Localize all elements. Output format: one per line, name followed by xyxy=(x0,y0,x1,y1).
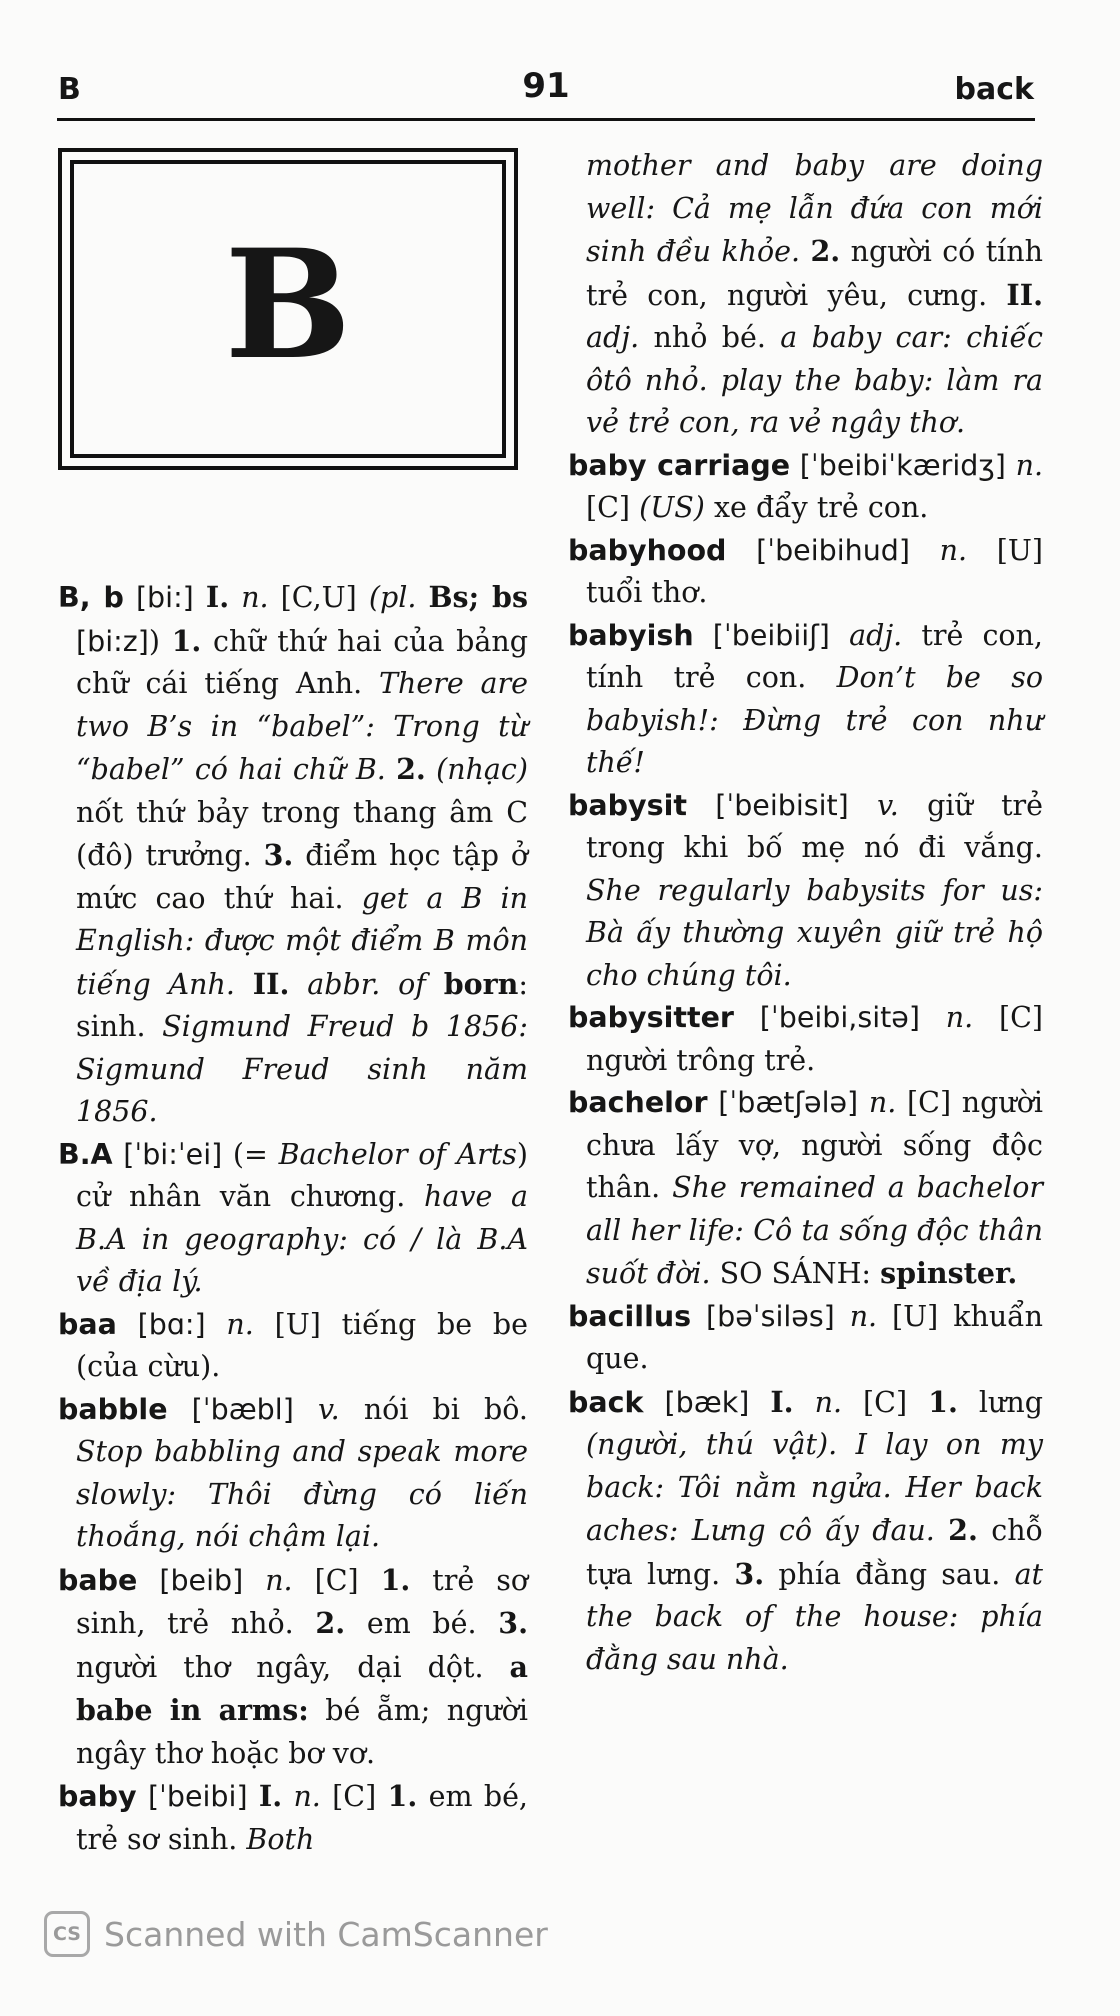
dictionary-entry xyxy=(568,445,1043,530)
dictionary-entry xyxy=(568,1296,1043,1381)
section-letter: B xyxy=(224,217,352,393)
entry-text xyxy=(416,581,428,614)
entry-text: v. xyxy=(877,788,899,822)
entry-text: [U] tuổi thơ. xyxy=(586,533,1043,609)
entry-text: [C] xyxy=(586,491,640,524)
entry-text: n. xyxy=(814,1385,843,1419)
entry-text: get a B in English: được một điểm B môn tiếng Anh. xyxy=(76,881,529,1001)
entry-text xyxy=(830,619,849,652)
entry-text: 1. xyxy=(928,1384,958,1419)
dictionary-entry xyxy=(58,1775,528,1861)
entry-text xyxy=(790,449,800,482)
entry-text xyxy=(794,1386,815,1419)
entry-text xyxy=(243,1564,265,1597)
entry-text: Bs; bs xyxy=(428,580,529,614)
entry-text: (pl. xyxy=(368,581,417,614)
entry-text: 1. xyxy=(380,1562,411,1597)
dictionary-entry xyxy=(568,530,1043,615)
entry-text: There are two B’s in “babel”: Trong từ “babel” có hai chữ B. xyxy=(76,667,529,786)
entry-text: lưng xyxy=(957,1385,1043,1419)
entry-text: a babe in arms: xyxy=(76,1649,528,1727)
entry-text: have a B.A in geography: có / là B.A về địa lý. xyxy=(76,1180,528,1298)
right-column xyxy=(568,145,1043,1681)
entry-text: 2. xyxy=(948,1513,978,1547)
entry-text: trẻ con, tính trẻ con. xyxy=(586,618,1043,694)
dictionary-entry xyxy=(58,1559,528,1776)
pronunciation: [ˈbætʃələ] xyxy=(718,1086,859,1119)
headword: babysitter xyxy=(568,1001,734,1034)
entry-text: 2. xyxy=(810,234,841,268)
dictionary-entry xyxy=(568,615,1043,785)
entry-text: born xyxy=(443,966,519,1001)
entry-text: Both xyxy=(246,1822,315,1856)
pronunciation: [bəˈsiləs] xyxy=(706,1299,835,1333)
headword: bachelor xyxy=(568,1086,708,1119)
entry-text: II. xyxy=(1006,277,1043,312)
dictionary-entry xyxy=(568,1381,1043,1682)
entry-text xyxy=(935,1514,948,1547)
guide-word-left: B xyxy=(58,72,81,107)
header-rule xyxy=(57,118,1035,121)
entry-text xyxy=(124,581,136,614)
pronunciation: [beib] xyxy=(159,1563,244,1597)
left-column xyxy=(58,576,528,1861)
section-letter-box xyxy=(58,148,518,470)
entry-text: nhỏ bé. xyxy=(639,321,781,354)
pronunciation: [ˈbeibiˈkæridʒ] xyxy=(799,448,1006,482)
entry-text xyxy=(386,753,396,786)
entry-text: 3. xyxy=(734,1556,765,1591)
entry-text: em bé, trẻ sơ sinh. xyxy=(76,1780,528,1856)
entry-text xyxy=(137,1780,148,1813)
entry-text xyxy=(910,534,940,567)
headword: bacillus xyxy=(568,1299,692,1333)
dictionary-entry xyxy=(58,1134,528,1304)
entry-text: (= xyxy=(222,1137,279,1171)
headword: babble xyxy=(58,1392,168,1426)
entry-text xyxy=(289,968,307,1001)
entry-text xyxy=(687,789,715,822)
entry-text: I. xyxy=(258,1779,283,1813)
entry-text: n. xyxy=(945,1001,974,1034)
entry-text: n. xyxy=(1015,448,1044,482)
headword: baa xyxy=(58,1307,117,1341)
dictionary-entry xyxy=(58,1304,528,1389)
entry-text xyxy=(708,1086,719,1119)
entry-text: [C] xyxy=(320,1780,388,1813)
headword: B.A xyxy=(58,1137,113,1171)
headword: B, b xyxy=(58,581,124,614)
entry-text: mother and baby are doing well: Cả mẹ lẫn đứa con mới sinh đều khỏe. xyxy=(586,149,1043,268)
entry-text xyxy=(1006,449,1016,482)
entry-text: điểm học tập ở mức cao thứ hai. xyxy=(76,839,528,915)
entry-text: Don’t be so babyish!: Đừng trẻ con như thế! xyxy=(586,661,1043,779)
entry-text xyxy=(137,1564,159,1597)
entry-text: n. xyxy=(293,1780,321,1813)
entry-text: nốt thứ bảy trong thang âm C (đô) trưởng. xyxy=(76,795,528,872)
entry-text: She remained a bachelor all her life: Cô ta sống độc thân suốt đời. xyxy=(586,1171,1043,1290)
entry-text: [C,U] xyxy=(268,581,369,614)
entry-text: giữ trẻ trong khi bố mẹ nó đi vắng. xyxy=(586,788,1044,864)
entry-text: chỗ tựa lưng. xyxy=(586,1514,1043,1591)
entry-text xyxy=(800,235,810,268)
entry-text: [U] tiếng be be (của cừu). xyxy=(76,1307,528,1383)
entry-text: bé ẵm; người ngây thơ hoặc bơ vơ. xyxy=(76,1694,528,1770)
entry-text: at the back of the house: phía đằng sau nhà. xyxy=(586,1557,1044,1676)
dictionary-entry xyxy=(568,997,1043,1082)
entry-text: em bé. xyxy=(345,1607,499,1640)
entry-text: 2. xyxy=(396,752,426,786)
dictionary-entry xyxy=(568,785,1043,998)
entry-text: người có tính trẻ con, người yêu, cưng. xyxy=(586,235,1043,312)
entry-text xyxy=(229,581,241,614)
entry-text xyxy=(248,1780,259,1813)
entry-text: n. xyxy=(265,1563,293,1597)
pronunciation: [ˈbæbl] xyxy=(191,1392,294,1426)
entry-text: n. xyxy=(868,1086,897,1119)
entry-text: n. xyxy=(849,1299,878,1333)
entry-text xyxy=(643,1386,664,1419)
entry-text xyxy=(849,789,877,822)
entry-text: 1. xyxy=(387,1779,418,1813)
entry-text: Sigmund Freud b 1856: Sigmund Freud sinh năm 1856. xyxy=(76,1010,528,1128)
entry-text: ) xyxy=(148,624,172,658)
entry-text: a baby car: chiếc ôtô nhỏ. play the baby: làm ra vẻ trẻ con, ra vẻ ngây thơ. xyxy=(586,321,1043,439)
entry-text: Bachelor of Arts xyxy=(278,1137,517,1171)
entry-text: xe đẩy trẻ con. xyxy=(704,491,929,524)
entry-continuation xyxy=(568,145,1043,445)
headword: back xyxy=(568,1385,644,1419)
headword: baby xyxy=(58,1780,137,1813)
pronunciation: [bɑ:] xyxy=(137,1307,206,1341)
pronunciation: [ˈbeibi,sitə] xyxy=(759,1001,920,1034)
entry-text: I. xyxy=(770,1384,794,1419)
entry-text xyxy=(294,1393,318,1426)
entry-text: 3. xyxy=(498,1606,528,1640)
entry-text xyxy=(117,1308,138,1341)
entry-text: 2. xyxy=(315,1606,346,1640)
entry-text xyxy=(426,753,436,786)
entry-text: She regularly babysits for us: Bà ấy thường xuyên giữ trẻ hộ cho chúng tôi. xyxy=(586,873,1043,992)
entry-text: [C] xyxy=(842,1385,929,1419)
entry-text: n. xyxy=(226,1307,254,1341)
entry-text xyxy=(282,1780,293,1813)
entry-text: adj. xyxy=(586,321,640,354)
entry-text xyxy=(426,968,444,1001)
page-number: 91 xyxy=(522,66,570,106)
entry-text: 3. xyxy=(263,838,294,872)
pronunciation: [ˈbeibi] xyxy=(147,1780,248,1813)
entry-text: [C] xyxy=(292,1563,381,1597)
entry-text: [C] người trông trẻ. xyxy=(586,1001,1044,1077)
headword: baby carriage xyxy=(568,448,791,482)
entry-text: II. xyxy=(252,966,290,1001)
entry-text: n. xyxy=(939,533,968,567)
headword: babyish xyxy=(568,618,694,652)
headword: babysit xyxy=(568,788,687,822)
entry-text xyxy=(691,1300,706,1333)
entry-text: abbr. of xyxy=(307,967,426,1001)
watermark-text: Scanned with CamScanner xyxy=(104,1914,548,1954)
entry-text xyxy=(734,1001,760,1034)
entry-text xyxy=(194,581,206,614)
entry-text xyxy=(920,1001,946,1034)
entry-text: (người, thú vật). I lay on my back: Tôi nằm ngửa. Her back aches: Lưng cô ấy đau. xyxy=(586,1428,1043,1547)
entry-text: (nhạc) xyxy=(436,753,528,786)
entry-text xyxy=(749,1386,770,1419)
entry-text: người thơ ngây, dại dột. xyxy=(76,1650,510,1684)
entry-text: chữ thứ hai của bảng chữ cái tiếng Anh. xyxy=(76,624,528,700)
entry-text xyxy=(113,1138,124,1171)
entry-text: I. xyxy=(205,580,230,614)
entry-text xyxy=(726,534,756,567)
pronunciation: [bi:z] xyxy=(76,624,149,658)
entry-text: (US) xyxy=(639,491,705,524)
entry-text: phía đằng sau. xyxy=(764,1557,1015,1591)
dictionary-entry xyxy=(58,1389,528,1559)
entry-text: spinster. xyxy=(880,1256,1018,1290)
entry-text xyxy=(168,1393,192,1426)
headword: babe xyxy=(58,1563,138,1597)
pronunciation: [ˈbeibihud] xyxy=(756,533,910,567)
entry-text: [U] khuẩn que. xyxy=(586,1299,1044,1375)
entry-text: adj. xyxy=(849,618,903,652)
entry-text xyxy=(206,1308,227,1341)
pronunciation: [bæk] xyxy=(664,1385,750,1419)
pronunciation: [ˈbi:ˈei] xyxy=(123,1137,223,1171)
entry-text: v. xyxy=(317,1392,340,1426)
entry-text: Stop babbling and speak more slowly: Thôi đừng có liến thoắng, nói chậm lại. xyxy=(76,1435,528,1553)
entry-text: 1. xyxy=(171,623,202,658)
page-header xyxy=(58,62,1034,122)
pronunciation: [ˈbeibisit] xyxy=(715,788,849,822)
dictionary-entry xyxy=(568,1082,1043,1296)
dictionary-entry xyxy=(58,576,528,1134)
entry-text: SO SÁNH: xyxy=(710,1257,881,1290)
pronunciation: [ˈbeibiiʃ] xyxy=(712,618,830,652)
pronunciation: [bi:] xyxy=(135,581,194,614)
camscanner-logo-icon: CS xyxy=(44,1911,90,1957)
entry-text: n. xyxy=(241,581,269,614)
headword: babyhood xyxy=(568,533,727,567)
entry-text: nói bi bô. xyxy=(339,1392,528,1426)
guide-word-right: back xyxy=(954,72,1034,107)
entry-text xyxy=(858,1086,869,1119)
entry-text: [C] người chưa lấy vợ, người sống độc thân. xyxy=(586,1086,1044,1204)
entry-text: : sinh. xyxy=(76,967,528,1043)
camscanner-watermark xyxy=(44,1910,548,1958)
entry-text xyxy=(235,968,253,1001)
entry-text xyxy=(694,619,713,652)
entry-text xyxy=(835,1300,850,1333)
entry-text: ) cử nhân văn chương. xyxy=(76,1137,528,1213)
entry-text: trẻ sơ sinh, trẻ nhỏ. xyxy=(76,1563,528,1640)
